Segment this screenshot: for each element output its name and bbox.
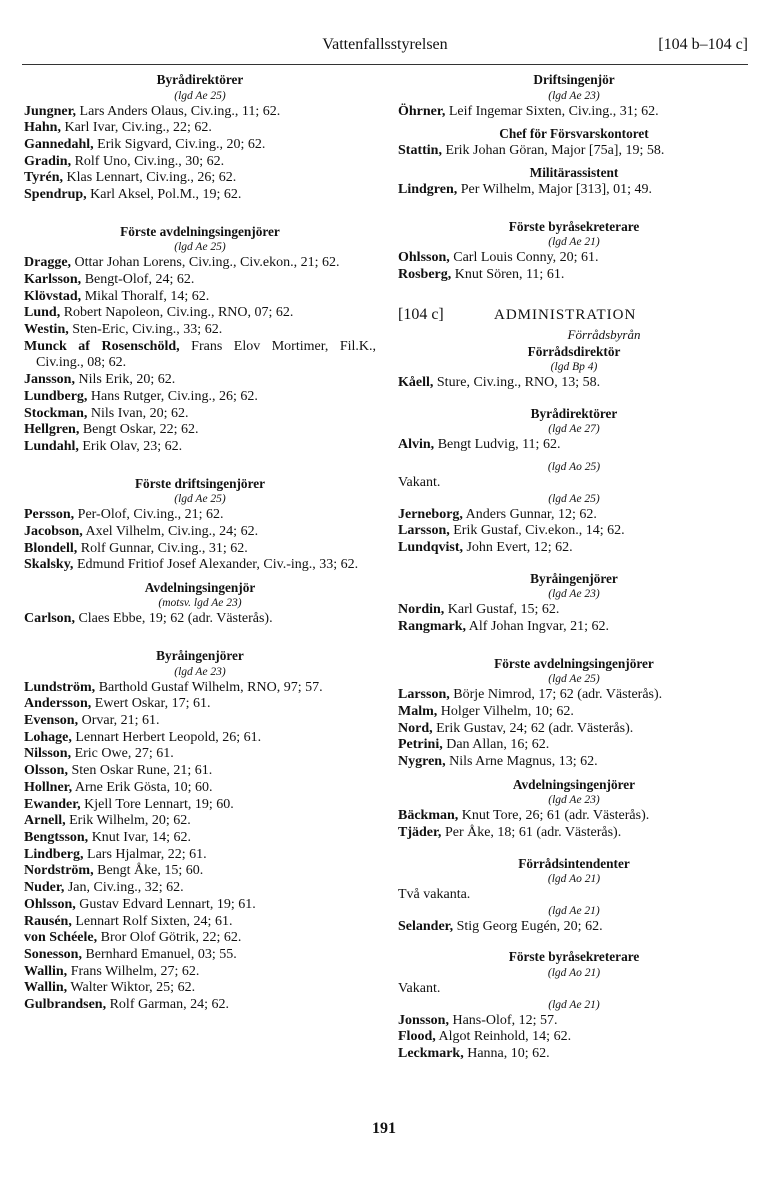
entry <box>24 611 376 628</box>
entry-details: Stig Georg Eugén, 20; 62. <box>453 918 603 934</box>
left-column <box>24 72 376 1014</box>
entry <box>398 704 750 721</box>
entry-details: Nils Erik, 20; 62. <box>74 372 176 388</box>
entry <box>24 439 376 456</box>
entry-details: Jan, Civ.ing., 32; 62. <box>64 880 184 896</box>
entry-details: Bengt-Olof, 24; 62. <box>81 271 195 287</box>
vacancy-text: Två vakanta. <box>398 887 471 903</box>
entry <box>24 880 376 897</box>
pay-grade: (lgd Ae 21) <box>548 998 600 1011</box>
right-column <box>398 72 750 1063</box>
entry <box>398 540 750 557</box>
entry <box>398 1046 750 1063</box>
entry-details: Dan Allan, 16; 62. <box>442 737 550 753</box>
entry-surname: Evenson, <box>24 713 79 729</box>
entry <box>398 825 750 842</box>
entry <box>398 808 750 825</box>
entry-surname: Petrini, <box>398 737 443 753</box>
section-heading: Byråingenjörer <box>530 570 618 586</box>
entry-surname: Gannedahl, <box>24 136 94 152</box>
section <box>24 648 376 1014</box>
entry <box>24 372 376 389</box>
entry-surname: Gradin, <box>24 153 72 169</box>
entry-surname: Blondell, <box>24 540 78 556</box>
pay-grade: (lgd Ae 25) <box>174 241 226 254</box>
entry-details: Rolf Garman, 24; 62. <box>106 997 229 1013</box>
entry-details: Algot Reinhold, 14; 62. <box>435 1029 572 1045</box>
entry-details: Rolf Uno, Civ.ing., 30; 62. <box>71 153 225 169</box>
pay-grade: (lgd Ao 21) <box>547 873 601 886</box>
entry-details: Karl Ivar, Civ.ing., 22; 62. <box>60 120 212 136</box>
entry-surname: Hahn, <box>24 120 61 136</box>
entry <box>24 964 376 981</box>
entry <box>398 619 750 636</box>
entry-surname: Lundqvist, <box>398 540 463 556</box>
entry <box>398 687 750 704</box>
entry-details: Leif Ingemar Sixten, Civ.ing., 31; 62. <box>445 103 659 119</box>
entry-surname: Öhrner, <box>398 103 446 119</box>
entry-surname: Lund, <box>24 305 61 321</box>
section <box>398 126 750 159</box>
entry <box>24 847 376 864</box>
entry <box>24 422 376 439</box>
entry-details: Karl Aksel, Pol.M., 19; 62. <box>86 187 242 203</box>
page-header <box>22 36 748 64</box>
entry <box>24 680 376 697</box>
entry <box>398 523 750 540</box>
entry-details: Walter Wiktor, 25; 62. <box>67 980 196 996</box>
section <box>398 344 750 392</box>
pay-grade: (lgd Ae 27) <box>548 423 600 436</box>
entry-details: Orvar, 21; 61. <box>78 713 160 729</box>
entry-details: Per Wilhelm, Major [313], 01; 49. <box>457 181 653 197</box>
entry-details: Erik Gustaf, Civ.ekon., 14; 62. <box>449 523 625 539</box>
entry-details: Erik Olav, 23; 62. <box>78 438 183 454</box>
entry <box>24 255 376 272</box>
entry-surname: Jungner, <box>24 103 77 119</box>
entry <box>24 797 376 814</box>
section-heading: Förrådsintendenter <box>518 855 630 871</box>
entry-surname: Karlsson, <box>24 271 82 287</box>
page-number: 191 <box>372 1120 396 1137</box>
section-heading: Driftsingenjör <box>533 72 615 87</box>
entry-surname: Wallin, <box>24 963 68 979</box>
section-forste-byrasekreterare <box>398 949 750 1062</box>
entry-details: Hans-Olof, 12; 57. <box>448 1012 558 1028</box>
entry <box>398 507 750 524</box>
section <box>398 656 750 771</box>
section-code: [104 c] <box>398 305 444 323</box>
entry <box>398 1013 750 1030</box>
administration-heading <box>398 304 750 326</box>
entry-details: Per Åke, 18; 61 (adr. Västerås). <box>441 824 622 840</box>
entry-details: Sten Oskar Rune, 21; 61. <box>67 763 213 779</box>
section-heading: Förste avdelningsingenjörer <box>494 655 654 671</box>
section-heading: Avdelningsingenjör <box>144 579 256 595</box>
section <box>24 72 376 204</box>
pay-grade: (lgd Ae 25) <box>548 492 600 505</box>
pay-grade: (lgd Ae 23) <box>548 794 600 807</box>
entry-surname: Jerneborg, <box>398 506 463 522</box>
entry-surname: Spendrup, <box>24 187 87 203</box>
entry <box>24 746 376 763</box>
entry-surname: Jansson, <box>24 372 75 388</box>
entry-surname: Dragge, <box>24 255 72 271</box>
entry <box>24 863 376 880</box>
entry-details: Robert Napoleon, Civ.ing., RNO, 07; 62. <box>60 305 294 321</box>
section-heading: Byrådirektörer <box>156 72 244 87</box>
entry-surname: Lindberg, <box>24 846 84 862</box>
entry-details: Per-Olof, Civ.ing., 21; 62. <box>74 507 224 523</box>
section-heading: Förste driftsingenjörer <box>134 475 266 491</box>
pay-grade: (lgd Ae 21) <box>548 904 600 917</box>
entry-surname: Carlson, <box>24 611 75 627</box>
entry <box>398 143 750 160</box>
entry <box>24 930 376 947</box>
section-heading: Militärassistent <box>529 165 619 181</box>
entry <box>398 375 750 392</box>
section-reference: [104 b–104 c] <box>658 36 748 53</box>
entry <box>398 267 750 284</box>
entry <box>398 182 750 199</box>
entry <box>24 914 376 931</box>
entry-surname: Ohlsson, <box>398 250 450 266</box>
entry-surname: Klövstad, <box>24 288 82 304</box>
entry <box>24 947 376 964</box>
entry-surname: Rosberg, <box>398 266 452 282</box>
entry-surname: Stattin, <box>398 142 442 158</box>
entry-surname: Bengtsson, <box>24 830 89 845</box>
entry <box>24 557 376 574</box>
entry-surname: Tyrén, <box>24 170 64 186</box>
entry-surname: Nord, <box>398 720 433 736</box>
entry-details: Eric Owe, 27; 61. <box>71 746 174 762</box>
entry-surname: Ohlsson, <box>24 896 76 912</box>
entry-surname: Malm, <box>398 703 438 719</box>
entry-details: Bengt Ludvig, 11; 62. <box>434 437 561 453</box>
entry-surname: Nilsson, <box>24 746 72 762</box>
entry-details: Axel Vilhelm, Civ.ing., 24; 62. <box>82 523 259 539</box>
entry-details: Hanna, 10; 62. <box>463 1046 550 1062</box>
pay-grade: (lgd Bp 4) <box>550 361 598 374</box>
entry-surname: Stockman, <box>24 405 88 421</box>
entry-surname: Rangmark, <box>398 618 467 634</box>
section <box>398 777 750 842</box>
entry-details: Frans Elov Mortimer, Fil.K., Civ.ing., 08; 62. <box>36 338 376 371</box>
entry-details: Lennart Rolf Sixten, 24; 61. <box>71 913 233 929</box>
entry-surname: Nuder, <box>24 880 65 896</box>
entry-surname: Selander, <box>398 918 454 934</box>
entry-details: Sture, Civ.ing., RNO, 13; 58. <box>433 375 601 391</box>
pay-grade: (lgd Ae 25) <box>548 673 600 686</box>
entry-details: Arne Erik Gösta, 10; 60. <box>72 779 213 795</box>
entry <box>24 897 376 914</box>
entry-surname: Westin, <box>24 322 69 338</box>
entry-details: Nils Ivan, 20; 62. <box>87 405 189 421</box>
entry <box>24 997 376 1014</box>
entry <box>24 763 376 780</box>
entry <box>24 322 376 339</box>
entry-details: Carl Louis Conny, 20; 61. <box>449 250 599 266</box>
pay-grade: (lgd Ae 25) <box>174 89 226 102</box>
entry-surname: Sonesson, <box>24 946 82 962</box>
entry-surname: Lohage, <box>24 729 72 745</box>
entry-surname: Larsson, <box>398 687 450 703</box>
entry-details: Lennart Herbert Leopold, 26; 61. <box>71 729 262 745</box>
entry-details: Erik Sigvard, Civ.ing., 20; 62. <box>93 136 266 152</box>
entry <box>24 813 376 830</box>
entry-surname: Bäckman, <box>398 808 459 824</box>
vacancy-text: Vakant. <box>398 474 441 490</box>
entry-details: Gustav Edvard Lennart, 19; 61. <box>75 896 256 912</box>
entry-details: John Evert, 12; 62. <box>462 540 573 556</box>
entry-surname: von Schéele, <box>24 930 98 946</box>
entry-details: Ottar Johan Lorens, Civ.ing., Civ.ekon., 21; 62. <box>71 255 340 271</box>
entry-surname: Rausén, <box>24 913 72 929</box>
running-title: Vattenfallsstyrelsen <box>322 36 448 53</box>
entry <box>24 389 376 406</box>
entry-details: Hans Rutger, Civ.ing., 26; 62. <box>87 388 258 404</box>
section <box>398 165 750 198</box>
pay-grade: (lgd Ae 21) <box>548 236 600 249</box>
entry <box>24 713 376 730</box>
entry-details: Bernhard Emanuel, 03; 55. <box>81 946 237 962</box>
pay-grade: (motsv. lgd Ae 23) <box>158 597 242 610</box>
section-heading: Förste avdelningsingenjörer <box>120 223 280 239</box>
entry-surname: Lundahl, <box>24 438 79 454</box>
entry-surname: Gulbrandsen, <box>24 997 107 1013</box>
pay-grade: (lgd Ao 21) <box>547 966 601 979</box>
entry <box>398 919 750 936</box>
entry-surname: Hellgren, <box>24 422 80 438</box>
entry <box>398 602 750 619</box>
entry-details: Klas Lennart, Civ.ing., 26; 62. <box>63 170 237 186</box>
entry-details: Lars Hjalmar, 22; 61. <box>83 846 207 862</box>
header-rule <box>22 64 748 65</box>
entry-details: Mikal Thoralf, 14; 62. <box>81 288 210 304</box>
section <box>24 224 376 456</box>
entry <box>24 137 376 154</box>
pay-grade: (lgd Ae 23) <box>548 89 600 102</box>
section <box>398 571 750 636</box>
entry-surname: Persson, <box>24 507 75 523</box>
entry-surname: Skalsky, <box>24 557 74 573</box>
entry-surname: Andersson, <box>24 696 92 712</box>
entry <box>24 339 376 372</box>
entry <box>24 170 376 187</box>
pay-grade: (lgd Ae 25) <box>174 493 226 506</box>
entry-surname: Lundström, <box>24 679 96 695</box>
entry-details: Lars Anders Olaus, Civ.ing., 11; 62. <box>76 103 281 119</box>
entry-details: Sten-Eric, Civ.ing., 33; 62. <box>68 322 223 338</box>
entry-surname: Arnell, <box>24 813 66 829</box>
entry <box>24 507 376 524</box>
entry-details: Bengt Oskar, 22; 62. <box>79 422 199 438</box>
entry-surname: Wallin, <box>24 980 68 996</box>
section <box>398 72 750 120</box>
entry <box>24 830 376 847</box>
entry-details: Holger Vilhelm, 10; 62. <box>437 703 574 719</box>
entry-surname: Ewander, <box>24 796 81 812</box>
entry-details: Erik Johan Göran, Major [75a], 19; 58. <box>441 142 665 158</box>
entry-details: Knut Sören, 11; 61. <box>451 266 565 282</box>
entry <box>24 120 376 137</box>
entry <box>24 730 376 747</box>
section-forradsintendenter <box>398 856 750 936</box>
entry <box>398 437 750 454</box>
entry-surname: Lundberg, <box>24 388 88 404</box>
entry <box>24 289 376 306</box>
entry-details: Erik Wilhelm, 20; 62. <box>65 813 191 829</box>
entry <box>24 154 376 171</box>
entry-surname: Munck af Rosenschöld, <box>24 338 180 354</box>
entry-surname: Nordin, <box>398 602 445 618</box>
entry-surname: Flood, <box>398 1029 436 1045</box>
section-heading: Byråingenjörer <box>156 648 244 664</box>
section <box>24 580 376 628</box>
entry-details: Alf Johan Ingvar, 21; 62. <box>466 618 609 634</box>
entry-details: Karl Gustaf, 15; 62. <box>444 602 560 618</box>
entry <box>24 187 376 204</box>
entry-details: Frans Wilhelm, 27; 62. <box>67 963 200 979</box>
entry <box>398 754 750 771</box>
entry <box>398 721 750 738</box>
bureau-name: Förrådsbyrån <box>567 326 641 342</box>
section-heading: Förste byråsekreterare <box>508 218 640 234</box>
section-heading: Chef för Försvarskontoret <box>499 126 649 142</box>
entry-details: Nils Arne Magnus, 13; 62. <box>445 753 598 769</box>
entry <box>24 305 376 322</box>
entry-surname: Olsson, <box>24 763 68 779</box>
entry <box>398 104 750 121</box>
entry-surname: Larsson, <box>398 523 450 539</box>
entry-surname: Alvin, <box>398 437 435 453</box>
vacancy-text: Vakant. <box>398 980 441 996</box>
entry-details: Börje Nimrod, 17; 62 (adr. Västerås). <box>449 687 663 703</box>
entry <box>398 737 750 754</box>
entry-surname: Leckmark, <box>398 1046 464 1062</box>
entry-details: Knut Tore, 26; 61 (adr. Västerås). <box>458 808 650 824</box>
entry <box>398 1029 750 1046</box>
entry <box>24 541 376 558</box>
entry <box>24 524 376 541</box>
pay-grade: (lgd Ao 25) <box>547 460 601 473</box>
entry-details: Anders Gunnar, 12; 62. <box>462 506 597 522</box>
entry <box>24 696 376 713</box>
entry-details: Bengt Åke, 15; 60. <box>93 863 204 879</box>
entry-details: Kjell Tore Lennart, 19; 60. <box>80 796 234 812</box>
entry-details: Knut Ivar, 14; 62. <box>88 830 192 845</box>
entry <box>24 980 376 997</box>
section <box>398 219 750 284</box>
section <box>24 476 376 574</box>
entry-surname: Jonsson, <box>398 1012 449 1028</box>
entry-surname: Kåell, <box>398 375 434 391</box>
entry-details: Barthold Gustaf Wilhelm, RNO, 97; 57. <box>95 679 323 695</box>
entry <box>24 406 376 423</box>
entry-details: Ewert Oskar, 17; 61. <box>91 696 211 712</box>
section-byradirektorer <box>398 406 750 557</box>
section-heading: Förste byråsekreterare <box>508 949 640 965</box>
entry-surname: Hollner, <box>24 779 73 795</box>
entry <box>24 272 376 289</box>
pay-grade: (lgd Ae 23) <box>548 588 600 601</box>
entry-surname: Nygren, <box>398 753 446 769</box>
entry-surname: Tjäder, <box>398 824 442 840</box>
entry <box>24 780 376 797</box>
administration-title: ADMINISTRATION <box>494 306 637 323</box>
entry-details: Erik Gustav, 24; 62 (adr. Västerås). <box>432 720 634 736</box>
entry-details: Bror Olof Götrik, 22; 62. <box>97 930 242 946</box>
pay-grade: (lgd Ae 23) <box>174 665 226 678</box>
entry-surname: Lindgren, <box>398 181 458 197</box>
entry-surname: Nordström, <box>24 863 94 879</box>
section-heading: Byrådirektörer <box>530 405 618 421</box>
entry <box>398 250 750 267</box>
section-heading: Förrådsdirektör <box>527 343 621 359</box>
entry <box>24 104 376 121</box>
entry-details: Rolf Gunnar, Civ.ing., 31; 62. <box>77 540 248 556</box>
entry-details: Claes Ebbe, 19; 62 (adr. Västerås). <box>74 611 273 627</box>
entry-details: Edmund Fritiof Josef Alexander, Civ.-ing., 33; 62. <box>73 557 359 573</box>
entry-surname: Jacobson, <box>24 523 83 539</box>
section-heading: Avdelningsingenjörer <box>512 776 636 792</box>
